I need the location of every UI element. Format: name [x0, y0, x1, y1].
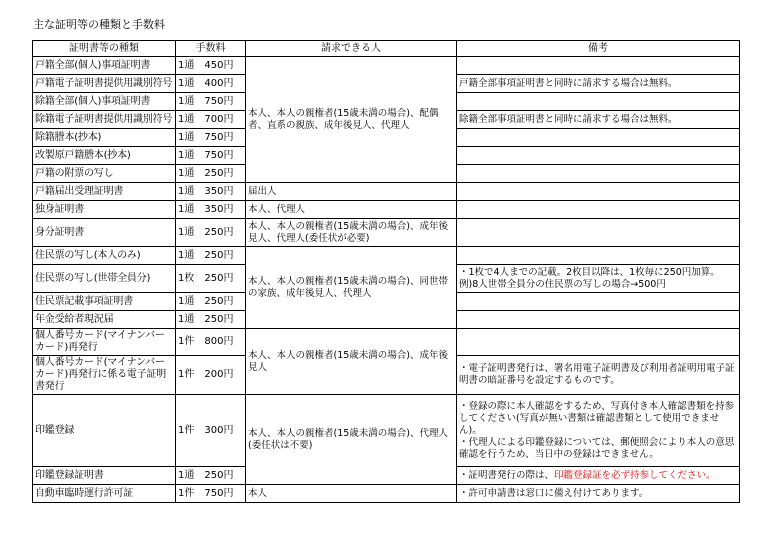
- row-name: 身分証明書: [33, 219, 176, 247]
- requester-koseki: 本人、本人の親権者(15歳未満の場合)、配偶者、直系の親族、成年後見人、代理人: [246, 57, 457, 183]
- row-name: 印鑑登録証明書: [33, 467, 176, 485]
- row-name: 除籍全部(個人)事項証明書: [33, 93, 176, 111]
- requester-jidosha: 本人: [246, 485, 457, 503]
- row-name: 住民票の写し(本人のみ): [33, 247, 176, 265]
- row-fee: 1通 350円: [176, 201, 246, 219]
- table-row: [33, 219, 740, 247]
- row-fee: 1件 750円: [176, 485, 246, 503]
- row-fee: 1件 200円: [176, 356, 246, 395]
- row-fee: 1通 750円: [176, 129, 246, 147]
- note-inkan-cert-text: ・証明書発行の際は、: [459, 469, 555, 481]
- row-fee: 1通 750円: [176, 93, 246, 111]
- note-empty: [457, 311, 740, 329]
- note-empty: [457, 57, 740, 75]
- requester-jumin: 本人、本人の親権者(15歳未満の場合)、同世帯の家族、成年後見人、代理人: [246, 247, 457, 329]
- note-jidosha: ・許可申請書は窓口に備え付けてあります。: [457, 485, 740, 503]
- table-row: [33, 329, 740, 356]
- requester-inkan: 本人、本人の親権者(15歳未満の場合)、代理人(委任状は不要): [246, 395, 457, 485]
- note-inkan: [457, 395, 740, 467]
- row-name: 個人番号カード(マイナンバーカード)再発行に係る電子証明書発行: [33, 356, 176, 395]
- row-fee: 1件 300円: [176, 395, 246, 467]
- row-name: 年金受給者現況届: [33, 311, 176, 329]
- note-empty: [457, 147, 740, 165]
- note-koseki-elec: 戸籍全部事項証明書と同時に請求する場合は無料。: [457, 75, 740, 93]
- row-fee: 1通 700円: [176, 111, 246, 129]
- note-empty: [457, 183, 740, 201]
- note-inkan-1: ・登録の際に本人確認をするため、写真付き本人確認書類を持参してください(写真が無い書類は確認書類として使用できません)。: [459, 400, 735, 436]
- note-empty: [457, 247, 740, 265]
- row-name: 除籍謄本(抄本): [33, 129, 176, 147]
- note-empty: [457, 129, 740, 147]
- requester-mibun: 本人、本人の親権者(15歳未満の場合)、成年後見人、代理人(委任状が必要): [246, 219, 457, 247]
- note-empty: [457, 329, 740, 356]
- note-empty: [457, 201, 740, 219]
- note-empty: [457, 165, 740, 183]
- row-name: 改製原戸籍謄本(抄本): [33, 147, 176, 165]
- row-name: 除籍電子証明書提供用識別符号: [33, 111, 176, 129]
- row-fee: 1通 250円: [176, 293, 246, 311]
- row-fee: 1通 250円: [176, 467, 246, 485]
- row-name: 個人番号カード(マイナンバーカード)再発行: [33, 329, 176, 356]
- row-name: 戸籍電子証明書提供用識別符号: [33, 75, 176, 93]
- table-row: [33, 485, 740, 503]
- row-name: 戸籍届出受理証明書: [33, 183, 176, 201]
- table-row: [33, 247, 740, 265]
- note-inkan-cert-emphasis: 印鑑登録証を必ず持参してください。: [554, 469, 716, 481]
- note-inkan-2: ・代理人による印鑑登録については、郵便照会により本人の意思確認を行うため、当日中の登録はできません。: [459, 436, 735, 460]
- note-empty: [457, 219, 740, 247]
- row-name: 住民票の写し(世帯全員分): [33, 265, 176, 293]
- note-joseki-elec: 除籍全部事項証明書と同時に請求する場合は無料。: [457, 111, 740, 129]
- table-row: [33, 395, 740, 467]
- note-empty: [457, 93, 740, 111]
- note-inkan-cert: [457, 467, 740, 485]
- page-title: 主な証明等の種類と手数料: [33, 18, 165, 31]
- row-name: 独身証明書: [33, 201, 176, 219]
- row-fee: 1枚 250円: [176, 265, 246, 293]
- row-fee: 1通 250円: [176, 165, 246, 183]
- row-fee: 1通 400円: [176, 75, 246, 93]
- row-name: 住民票記載事項証明書: [33, 293, 176, 311]
- row-fee: 1件 800円: [176, 329, 246, 356]
- requester-dokushin: 本人、代理人: [246, 201, 457, 219]
- table-row: [33, 57, 740, 75]
- row-name: 戸籍全部(個人)事項証明書: [33, 57, 176, 75]
- requester-mynumber: 本人、本人の親権者(15歳未満の場合)、成年後見人: [246, 329, 457, 395]
- row-name: 戸籍の附票の写し: [33, 165, 176, 183]
- note-mynumber-cert: ・電子証明書発行は、署名用電子証明書及び利用者証明用電子証明書の暗証番号を設定するものです。: [457, 356, 740, 395]
- header-note: 備考: [457, 41, 740, 57]
- row-fee: 1通 350円: [176, 183, 246, 201]
- header-name: 証明書等の種類: [33, 41, 176, 57]
- note-jumin-setai: ・1枚で4人までの記載。2枚目以降は、1枚毎に250円加算。例)8人世帯全員分の住民票の写しの場合→500円: [457, 265, 740, 293]
- table-row: [33, 201, 740, 219]
- row-name: 印鑑登録: [33, 395, 176, 467]
- row-fee: 1通 250円: [176, 247, 246, 265]
- row-fee: 1通 250円: [176, 311, 246, 329]
- header-fee: 手数料: [176, 41, 246, 57]
- fee-table: [32, 40, 740, 503]
- row-name: 自動車臨時運行許可証: [33, 485, 176, 503]
- requester-todoke: 届出人: [246, 183, 457, 201]
- row-fee: 1通 250円: [176, 219, 246, 247]
- table-row: [33, 183, 740, 201]
- row-fee: 1通 450円: [176, 57, 246, 75]
- header-requester: 請求できる人: [246, 41, 457, 57]
- row-fee: 1通 750円: [176, 147, 246, 165]
- note-empty: [457, 293, 740, 311]
- table-header-row: [33, 41, 740, 57]
